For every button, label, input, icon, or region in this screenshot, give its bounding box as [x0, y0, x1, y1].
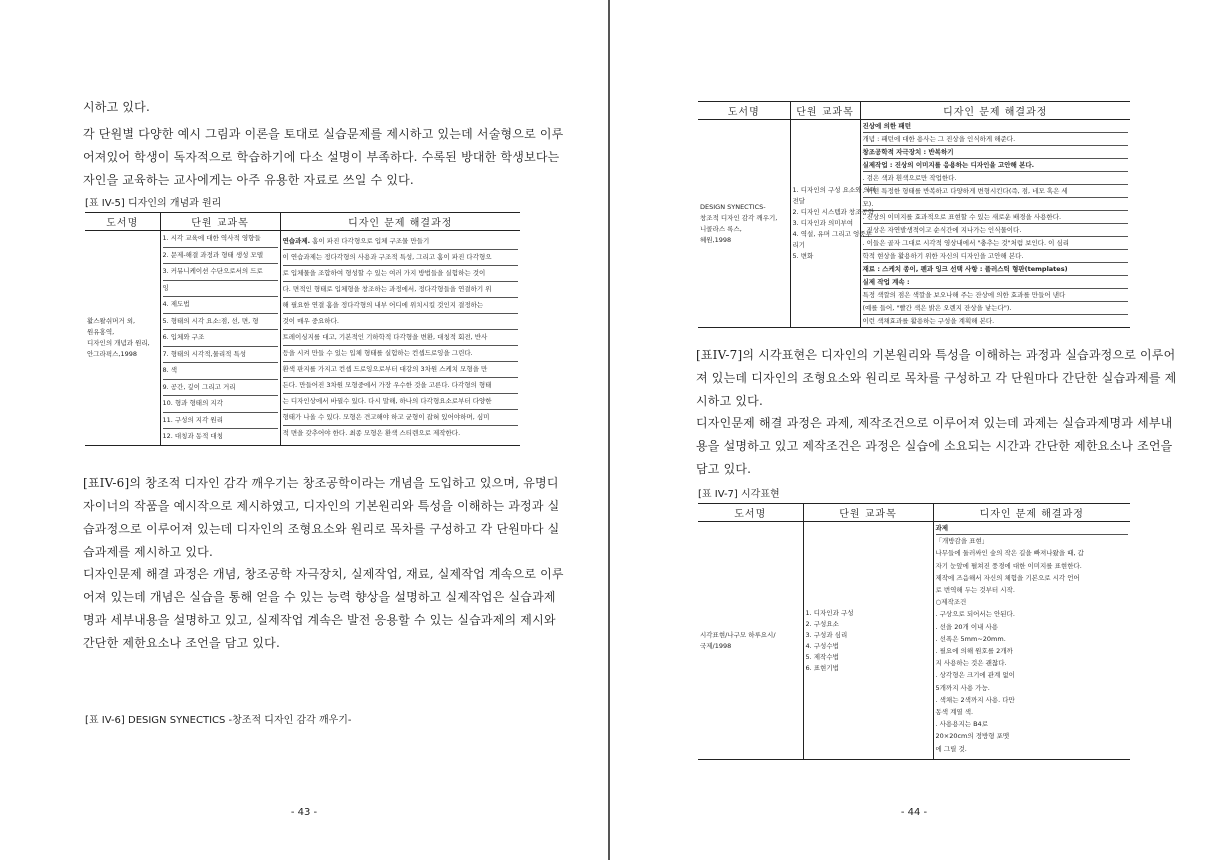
process-line: 5개까지 사용 가능.: [935, 683, 990, 692]
unit-line: 2. 구성요소: [805, 619, 839, 628]
table-6-caption: [표 IV-6] DESIGN SYNECTICS -창조적 디자인 감각 깨우기-: [85, 715, 352, 726]
text-line: [표IV-6]의 창조적 디자인 감각 깨우기는 창조공학이라는 개념을 도입하고 있으며, 유명디: [83, 476, 559, 490]
process-line: 「개방감을 표현」: [935, 537, 989, 546]
process-cell: [280, 231, 520, 446]
process-line: 학적 현상을 활용하기 위한 자신의 디자인을 고안해 본다.: [863, 250, 1129, 263]
text-line: 어져 있는데 개념은 실습을 통해 얻을 수 있는 능력 향상을 설명하고 실제작업은 실습과제: [83, 590, 556, 604]
process-line: 지 사용하는 것은 괜찮다.: [935, 659, 1007, 668]
process-line: 이 연습과제는 정다각형의 사용과 구조적 특성, 그리고 홈이 파진 다각형으: [283, 250, 519, 266]
table-header: 디자인 문제 해결과정: [860, 102, 1130, 120]
book-line: 디자인의 개념과 원리,: [87, 338, 150, 347]
process-line: 진상에 의한 패턴: [863, 120, 1129, 133]
table-5: [85, 212, 520, 446]
unit-line: 10. 형과 형태의 지각: [163, 396, 278, 413]
table-header: 도서명: [698, 102, 790, 120]
book-line: 시각표현/나구모 하루요시/: [700, 630, 776, 639]
page-number-44: - 44 -: [900, 807, 928, 818]
unit-line: 6. 입체와 구조: [163, 330, 278, 347]
table-header: 디자인 문제 해결과정: [280, 213, 520, 231]
text-line: 각 단원별 다양한 예시 그림과 이론을 토대로 실습문제를 제시하고 있는데 서술형으로 이루: [83, 127, 564, 141]
process-line: 모).: [863, 198, 1129, 211]
unit-line: 12. 대칭과 동적 대칭: [162, 432, 223, 440]
process-line: 트레이싱지를 대고, 기본적인 기하학적 다각형을 변환, 대칭적 회전, 반사: [283, 330, 519, 346]
text-line: 자이너의 작품을 예시작으로 제시하였고, 디자인의 기본원리와 특성을 이해하는 과정과 실: [83, 499, 560, 513]
unit-line: 3. 커뮤니케이션 수단으로서의 드로: [163, 264, 278, 281]
text-line: 디자인문제 해결 과정은 과제, 제작조건으로 이루어져 있는데 과제는 실습과제명과 세부내: [696, 416, 1173, 430]
unit-line: 9. 공간, 깊이 그리고 거리: [163, 380, 278, 397]
book-line: 니콜라스 록스,: [700, 224, 742, 233]
table-5-caption: [표 IV-5] 디자인의 개념과 원리: [85, 198, 222, 209]
book-cell: [698, 120, 790, 328]
process-line: . 필요에 의해 원호를 2개까: [935, 647, 1013, 656]
book-line: 안그라픽스,1998: [87, 349, 138, 358]
intro-line: 시하고 있다.: [83, 100, 150, 114]
book-line: 원유홍역,: [87, 327, 115, 336]
book-cell: [698, 522, 803, 760]
unit-line: 리기: [792, 241, 806, 249]
units-cell: [803, 522, 933, 760]
table-header: 단원 교과목: [790, 102, 860, 120]
process-line: [283, 234, 519, 250]
process-line: 환색 판지를 가지고 컨셉 드로잉으로부터 대강의 3차원 스케치 모형을 만: [283, 362, 519, 378]
process-line: . 어떤 특정한 형태를 반복하고 다양하게 변형시킨다(즉, 점, 네모 혹은 세: [863, 185, 1129, 198]
unit-line: 2. 디자인 시스템과 창조공학: [792, 208, 874, 216]
process-line: 적 면을 갖추어야 한다. 최종 모형은 환색 스티렌으로 제작한다.: [282, 429, 461, 438]
table-header: 단원 교과목: [803, 504, 933, 522]
unit-line: 8. 색: [163, 363, 278, 380]
text-line: [표IV-7]의 시각표현은 디자인의 기본원리와 특성을 이해하는 과정과 실습과정으로 이루어: [696, 348, 1176, 362]
unit-line: 전달: [792, 197, 806, 205]
left-paragraph-2: [83, 472, 560, 564]
process-line: . 진상은 자연발생적이고 순식간에 지나가는 인식물이다.: [863, 224, 1129, 237]
table-header: 도서명: [698, 504, 803, 522]
process-line: 제작에 즈음해서 자신의 체험을 기본으로 시각 언어: [935, 573, 1080, 582]
text-line: 습과제를 제시하고 있다.: [83, 545, 213, 559]
process-line: 는 디자인상에서 바뀔수 있다. 다시 말해, 하나의 다각형요소로부터 다양한: [283, 394, 519, 410]
process-line: 등을 시켜 만들 수 있는 입체 형태를 실험하는 컨셉드로잉을 그린다.: [283, 346, 519, 362]
process-line: 로 입체물을 조합하여 형성할 수 있는 여러 가지 방법들을 실험하는 것이: [283, 266, 519, 282]
process-line: . 선을 20개 이내 사용: [935, 622, 999, 631]
right-paragraph-2: [696, 412, 1173, 481]
process-line: . 선폭은 5mm~20mm.: [935, 634, 1006, 643]
process-line: 실제 작업 계속 :: [863, 276, 1129, 289]
table-header: 도서명: [85, 213, 160, 231]
units-cell: [790, 120, 877, 328]
unit-line: 3. 구성과 심리: [805, 630, 848, 639]
process-cell: [860, 120, 1130, 328]
process-line: 다. 면적인 형태로 입체형을 창조하는 과정에서, 정다각형들을 연결하기 위: [283, 282, 519, 298]
unit-line: 1. 시각 교육에 대한 역사적 영향들: [163, 231, 278, 248]
unit-line: 11. 구성의 지각 원리: [163, 413, 278, 430]
process-line: 개념 : 패턴에 대한 용사는 그 진상을 인식하게 해준다.: [863, 133, 1129, 146]
left-paragraph-1: [83, 123, 564, 192]
process-line: 창조공학적 자극장치 : 반복하기: [863, 146, 1129, 159]
text-line: 명과 세부내용을 설명하고 있고, 실제작업 계속은 발전 응용할 수 있는 실습과제의 제시와: [83, 613, 556, 627]
unit-line: 6. 표현기법: [805, 663, 839, 672]
process-line: 이런 색채효과를 활용하는 구성을 계획해 본다.: [862, 317, 995, 325]
book-line: 국제/1998: [700, 641, 732, 650]
process-line: 동색 계열 색.: [935, 708, 974, 717]
unit-line: 1. 디자인의 구성 요소와 의미: [792, 186, 877, 194]
table-7-caption: [표 IV-7] 시각표현: [698, 489, 780, 500]
table-7: [698, 503, 1130, 760]
process-line: 재료 : 스케치 종이, 펜과 잉크 선택 사항 : 플러스틱 형판(templates): [863, 263, 1129, 276]
left-paragraph-3: [83, 563, 564, 655]
process-line: 실제작업 : 진상의 이미지를 응용하는 디자인을 고안해 본다.: [863, 159, 1129, 172]
process-line: (예를 들어, "빨간 색은 밝은 오렌지 잔상을 낳는다").: [863, 302, 1129, 315]
process-label: 연습과제.: [282, 237, 311, 246]
unit-line: 7. 형태의 시각적,물리적 특성: [163, 347, 278, 364]
process-line: . 구상으로 되어서는 안된다.: [935, 610, 1015, 619]
text-line: 자인을 교육하는 교사에게는 아주 유용한 자료로 쓰일 수 있다.: [83, 173, 414, 187]
book-line: 창조적 디자인 감각 깨우기,: [700, 213, 778, 222]
unit-line: 1. 디자인과 구성: [805, 608, 854, 617]
process-line: 로 번역해 두는 것부터 시작.: [935, 586, 1015, 595]
process-line: 과제: [936, 522, 1129, 535]
unit-line: 2. 문제-해결 과정과 형태 생성 모델: [163, 248, 278, 265]
unit-line: 4. 제도법: [163, 297, 278, 314]
text-line: 져 있는데 디자인의 조형요소와 원리로 목차를 구성하고 각 단원마다 간단한 실습과제를 제: [696, 371, 1177, 385]
process-line: 특정 색깔의 점은 색깔을 보오나해 주는 잔상에 의한 효과를 만들어 낸다: [863, 289, 1129, 302]
process-line: 든다. 만들어진 3차원 모형중에서 가장 우수한 것을 고른다. 다각형의 형태: [283, 378, 519, 394]
unit-line: 4. 구성수법: [805, 641, 839, 650]
book-line: 활스왈쉬머거 외,: [87, 316, 136, 325]
process-line: ○제작조건: [935, 598, 967, 607]
process-line: 자기 눈앞에 펼쳐진 풍경에 대한 이미지를 표현한다.: [935, 561, 1082, 570]
unit-line: 5. 변화: [792, 252, 814, 260]
table-header: 디자인 문제 해결과정: [933, 504, 1130, 522]
right-paragraph-1: [696, 344, 1177, 413]
unit-line: 잉: [163, 281, 278, 298]
process-line: . 사용용지는 B4로: [935, 720, 988, 729]
process-line: 나무들에 둘러싸인 숲의 작은 길을 빠져나왔을 때, 갑: [935, 549, 1084, 558]
text-line: 어져있어 학생이 독자적으로 학습하기에 다소 설명이 부족하다. 수록된 방대한 학생보다는: [83, 150, 560, 164]
text-line: 담고 있다.: [696, 462, 752, 476]
units-cell: [160, 231, 280, 446]
process-text: 홈이 파진 다각형으로 입체 구조물 만들기: [310, 237, 430, 246]
page-number-43: - 43 -: [290, 807, 318, 818]
process-line: . 진상의 이미지를 효과적으로 표현할 수 있는 새로운 배경을 사용한다.: [863, 211, 1129, 224]
table-header: 단원 교과목: [160, 213, 280, 231]
table-6: [698, 101, 1130, 328]
unit-line: 5. 형태의 시각 요소:점, 선, 면, 형: [163, 314, 278, 331]
process-line: . 이들은 골자 그대로 시각적 영상내에서 "충추는 것"처럼 보인다. 이 심리: [863, 237, 1129, 250]
text-line: 용을 설명하고 있고 제작조건은 과정은 실습에 소요되는 시간과 간단한 제한요소나 조언을: [696, 439, 1173, 453]
process-cell: [933, 522, 1130, 760]
unit-line: 5. 제작수법: [805, 652, 839, 661]
process-line: 것이 매우 중요하다.: [283, 314, 519, 330]
unit-line: 3. 디자인과 의미부여: [792, 219, 854, 227]
book-cell: [85, 231, 160, 446]
left-page: [0, 0, 608, 860]
book-line: 혜원,1998: [700, 235, 732, 244]
text-line: 습과정으로 이루어져 있는데 디자인의 조형요소와 원리로 목차를 구성하고 각 단원마다 실: [83, 522, 560, 536]
text-line: 시하고 있다.: [696, 394, 763, 408]
process-line: . 상각형은 크기에 관계 없이: [935, 671, 1015, 680]
process-line: 에 그릴 것.: [935, 744, 967, 753]
process-line: 해 필요한 연결 홈을 정다각형의 내부 어디에 위치시킬 것인지 결정하는: [283, 298, 519, 314]
process-line: 형태가 나올 수 있다. 모형은 견고해야 하고 균형이 잡혀 있어야하며, 심미: [283, 410, 519, 426]
text-line: 간단한 제한요소나 조언을 담고 있다.: [83, 636, 280, 650]
process-line: 20×20cm의 정방형 포맷: [935, 732, 1010, 741]
right-page: [610, 0, 1218, 860]
unit-line: 4. 역설, 유머 그리고 엉뚱부: [792, 230, 872, 238]
book-line: DESIGN SYNECTICS-: [700, 202, 766, 211]
process-line: . 색채는 2색까지 사용. 다만: [935, 695, 1015, 704]
process-line: . 검은 색과 흰색으로만 작업한다.: [863, 172, 1129, 185]
text-line: 디자인문제 해결 과정은 개념, 창조공학 자극장치, 실제작업, 재료, 실제작업 계속으로 이루: [83, 567, 564, 581]
